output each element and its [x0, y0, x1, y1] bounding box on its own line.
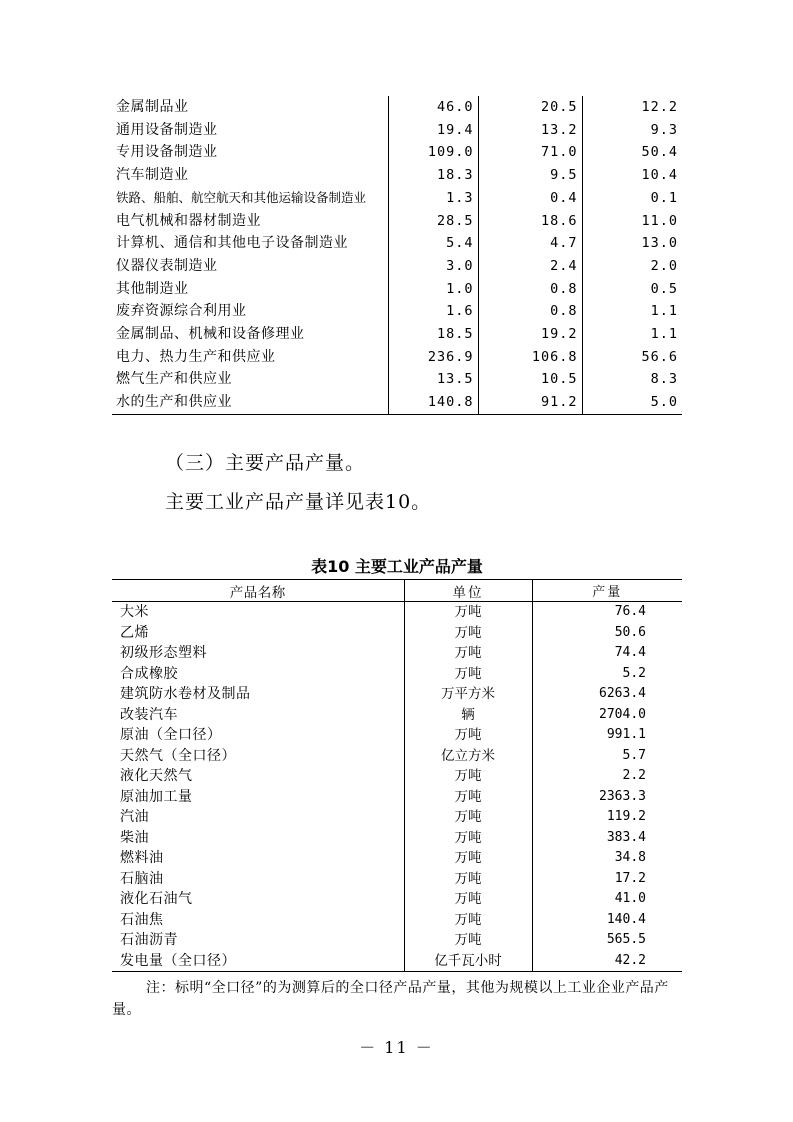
unit-cell: 辆 [404, 705, 532, 726]
output-cell: 41.0 [532, 889, 682, 910]
unit-cell: 万吨 [404, 869, 532, 890]
product-name-cell: 改装汽车 [120, 706, 178, 723]
value-cell-1: 19.4 [388, 119, 478, 142]
value-cell-1: 1.3 [388, 187, 478, 210]
value-cell-3: 5.0 [582, 391, 682, 414]
output-cell: 119.2 [532, 807, 682, 828]
value-cell-2: 9.5 [478, 164, 582, 187]
industry-name-cell: 铁路、船舶、航空航天和其他运输设备制造业 [116, 189, 367, 205]
header-output: 产量 [532, 580, 682, 602]
table-row [112, 96, 682, 119]
table-row [112, 889, 682, 910]
output-cell: 383.4 [532, 828, 682, 849]
table-row [112, 725, 682, 746]
output-cell: 6263.4 [532, 684, 682, 705]
value-cell-2: 91.2 [478, 391, 582, 414]
output-cell: 50.6 [532, 623, 682, 644]
unit-cell: 万平方米 [404, 684, 532, 705]
product-name-cell: 液化天然气 [120, 768, 193, 784]
unit-cell: 万吨 [404, 828, 532, 849]
table-row [112, 910, 682, 931]
unit-cell: 万吨 [404, 602, 532, 623]
table-row [112, 255, 682, 278]
table-row [112, 951, 682, 972]
value-cell-1: 46.0 [388, 96, 478, 119]
output-cell: 5.7 [532, 746, 682, 767]
section-text: 主要工业产品产量详见表10。 [165, 491, 432, 513]
product-name-cell: 燃料油 [120, 850, 164, 866]
product-output-table [112, 579, 682, 972]
industry-name-cell: 电力、热力生产和供应业 [116, 348, 276, 365]
product-name-cell: 石脑油 [120, 870, 164, 887]
value-cell-1: 109.0 [388, 141, 478, 164]
value-cell-3: 50.4 [582, 141, 682, 164]
table-row [112, 705, 682, 726]
output-cell: 2363.3 [532, 787, 682, 808]
industry-name-cell: 汽车制造业 [116, 167, 189, 184]
value-cell-1: 236.9 [388, 346, 478, 369]
table-row [112, 828, 682, 849]
page-number: － 11 － [359, 1038, 434, 1057]
table-row [112, 869, 682, 890]
product-name-cell: 柴油 [120, 829, 149, 846]
table-row [112, 346, 682, 369]
value-cell-1: 18.5 [388, 323, 478, 346]
table-row [112, 141, 682, 164]
product-name-cell: 乙烯 [120, 624, 149, 641]
output-cell: 2.2 [532, 766, 682, 787]
value-cell-3: 10.4 [582, 164, 682, 187]
table-row [112, 848, 682, 869]
value-cell-2: 0.4 [478, 187, 582, 210]
value-cell-3: 13.0 [582, 232, 682, 255]
table-row [112, 807, 682, 828]
table-row [112, 602, 682, 623]
product-name-cell: 发电量（全口径） [120, 952, 236, 969]
output-cell: 565.5 [532, 930, 682, 951]
value-cell-1: 1.6 [388, 300, 478, 323]
value-cell-2: 4.7 [478, 232, 582, 255]
unit-cell: 亿千瓦小时 [404, 951, 532, 972]
table-row [112, 766, 682, 787]
industry-name-cell: 水的生产和供应业 [116, 394, 232, 411]
unit-cell: 万吨 [404, 643, 532, 664]
header-product-name: 产品名称 [112, 580, 404, 602]
unit-cell: 万吨 [404, 848, 532, 869]
table-row [112, 391, 682, 414]
output-cell: 5.2 [532, 664, 682, 685]
output-cell: 42.2 [532, 951, 682, 972]
table-row [112, 746, 682, 767]
value-cell-1: 3.0 [388, 255, 478, 278]
table-note: 注：标明“全口径”的为测算后的全口径产品产量，其他为规模以上工业企业产品产量。 [112, 980, 669, 1018]
product-name-cell: 建筑防水卷材及制品 [120, 686, 251, 702]
table-row [112, 232, 682, 255]
value-cell-2: 0.8 [478, 300, 582, 323]
industry-table [112, 96, 682, 415]
industry-name-cell: 仪器仪表制造业 [116, 257, 218, 274]
table-row [112, 187, 682, 210]
value-cell-3: 8.3 [582, 368, 682, 391]
table-header-row [112, 580, 682, 602]
value-cell-3: 12.2 [582, 96, 682, 119]
unit-cell: 亿立方米 [404, 746, 532, 767]
value-cell-1: 18.3 [388, 164, 478, 187]
unit-cell: 万吨 [404, 807, 532, 828]
table-row [112, 368, 682, 391]
value-cell-1: 28.5 [388, 210, 478, 233]
product-name-cell: 汽油 [120, 809, 149, 825]
value-cell-1: 5.4 [388, 232, 478, 255]
value-cell-2: 13.2 [478, 119, 582, 142]
value-cell-2: 0.8 [478, 278, 582, 301]
product-name-cell: 初级形态塑料 [120, 645, 207, 661]
product-name-cell: 原油加工量 [120, 788, 193, 805]
value-cell-2: 2.4 [478, 255, 582, 278]
table-row [112, 278, 682, 301]
table-row [112, 643, 682, 664]
value-cell-2: 19.2 [478, 323, 582, 346]
value-cell-1: 13.5 [388, 368, 478, 391]
unit-cell: 万吨 [404, 725, 532, 746]
product-name-cell: 天然气（全口径） [120, 747, 236, 764]
value-cell-3: 9.3 [582, 119, 682, 142]
table10-title: 表10 主要工业产品产量 [311, 557, 483, 576]
value-cell-2: 18.6 [478, 210, 582, 233]
value-cell-3: 1.1 [582, 300, 682, 323]
value-cell-3: 0.5 [582, 278, 682, 301]
output-cell: 2704.0 [532, 705, 682, 726]
value-cell-2: 106.8 [478, 346, 582, 369]
value-cell-3: 56.6 [582, 346, 682, 369]
table-row [112, 210, 682, 233]
unit-cell: 万吨 [404, 664, 532, 685]
value-cell-1: 1.0 [388, 278, 478, 301]
table-row [112, 164, 682, 187]
table-row [112, 930, 682, 951]
unit-cell: 万吨 [404, 623, 532, 644]
industry-name-cell: 电气机械和器材制造业 [116, 212, 261, 229]
unit-cell: 万吨 [404, 889, 532, 910]
table-row [112, 323, 682, 346]
table-row [112, 664, 682, 685]
value-cell-2: 10.5 [478, 368, 582, 391]
output-cell: 140.4 [532, 910, 682, 931]
product-name-cell: 原油（全口径） [120, 727, 222, 743]
industry-name-cell: 计算机、通信和其他电子设备制造业 [116, 235, 348, 252]
value-cell-2: 20.5 [478, 96, 582, 119]
unit-cell: 万吨 [404, 766, 532, 787]
unit-cell: 万吨 [404, 930, 532, 951]
product-name-cell: 石油焦 [120, 911, 164, 928]
industry-table-body [112, 96, 682, 414]
unit-cell: 万吨 [404, 910, 532, 931]
table-row [112, 119, 682, 142]
product-name-cell: 合成橡胶 [120, 665, 178, 682]
output-cell: 17.2 [532, 869, 682, 890]
table-row [112, 787, 682, 808]
table-row [112, 684, 682, 705]
output-cell: 991.1 [532, 725, 682, 746]
section-heading: （三）主要产品产量。 [165, 452, 366, 474]
industry-name-cell: 其他制造业 [116, 280, 189, 297]
value-cell-3: 11.0 [582, 210, 682, 233]
output-cell: 34.8 [532, 848, 682, 869]
table-row [112, 300, 682, 323]
value-cell-3: 0.1 [582, 187, 682, 210]
value-cell-3: 2.0 [582, 255, 682, 278]
product-output-table-body [112, 602, 682, 972]
industry-name-cell: 燃气生产和供应业 [116, 371, 232, 388]
value-cell-1: 140.8 [388, 391, 478, 414]
product-name-cell: 大米 [120, 604, 149, 620]
industry-name-cell: 专用设备制造业 [116, 144, 218, 161]
product-name-cell: 液化石油气 [120, 891, 193, 907]
table-row [112, 623, 682, 644]
value-cell-2: 71.0 [478, 141, 582, 164]
industry-name-cell: 金属制品业 [116, 99, 189, 115]
header-unit: 单位 [404, 580, 532, 602]
unit-cell: 万吨 [404, 787, 532, 808]
industry-name-cell: 废弃资源综合利用业 [116, 303, 247, 320]
output-cell: 74.4 [532, 643, 682, 664]
output-cell: 76.4 [532, 602, 682, 623]
value-cell-3: 1.1 [582, 323, 682, 346]
product-name-cell: 石油沥青 [120, 932, 178, 948]
industry-name-cell: 通用设备制造业 [116, 121, 218, 138]
industry-name-cell: 金属制品、机械和设备修理业 [116, 326, 305, 343]
